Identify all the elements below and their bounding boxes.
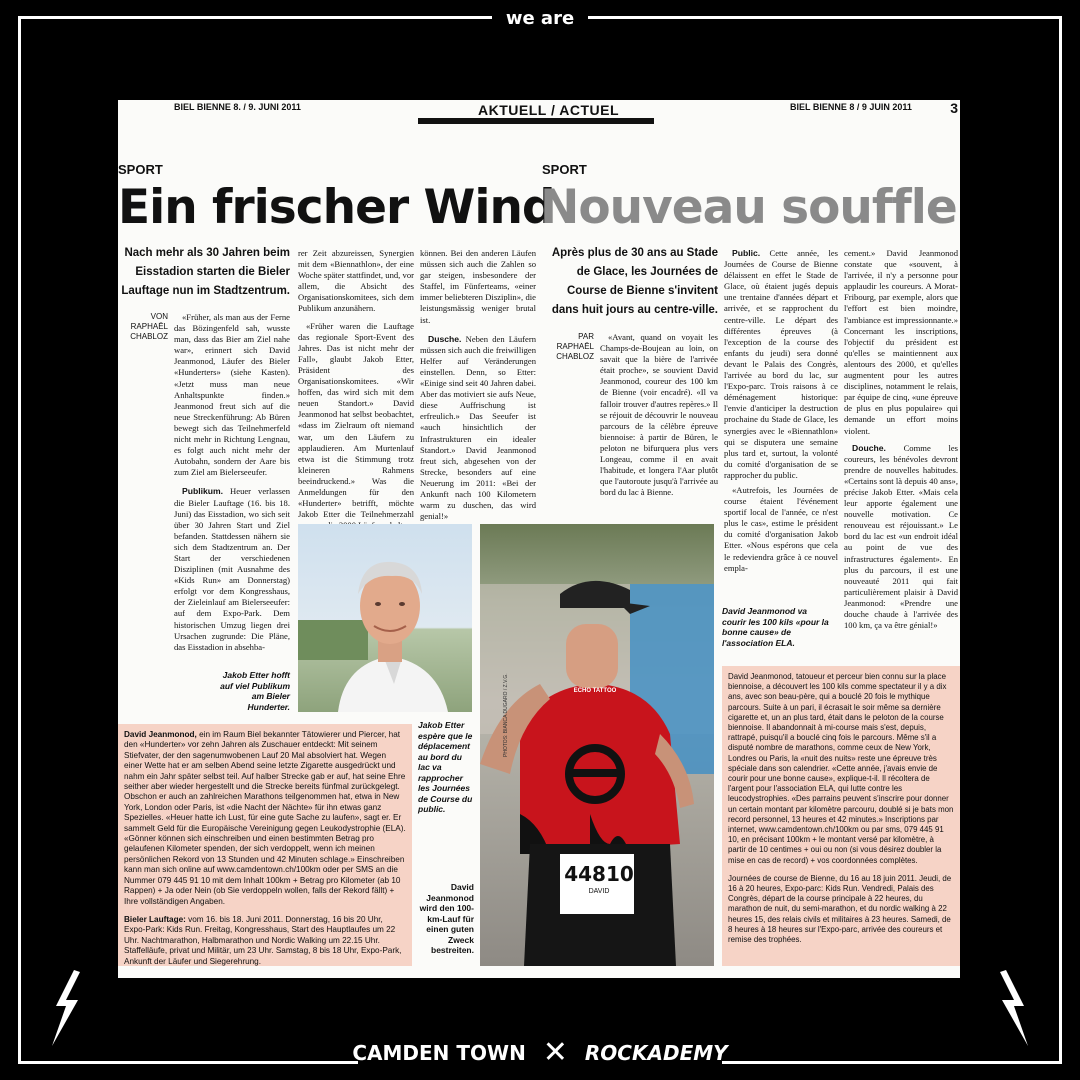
de-col3-paragraph: können. Bei den anderen Läufen müssen sich auch die Zahlen so gar steigen, insbesondere der Staffel, im Fünferteams, «einer immer beliebteren Disziplin», die leistungsmässig weniger brutal ist. [420, 248, 536, 325]
fr-col1-paragraph: «Avant, quand on voyait les Champs-de-Boujean au loin, on savait que la bière de l'arrivée était proche», se souvient David Jeanmonod, coureur des 100 km de Bienne (voir encadré). «Il va falloir trouver d'autres repères.» Il se réjouit de découvrir le nouveau parcours de la célèbre épreuve biennoise: à partir de Büren, le peloton ne bifurquera plus vers Longeau, comme il en avait l'habitude, et longera l'Aar plutôt que l'autoroute jusqu'à l'arrivée au bord du lac à Bienne. [600, 332, 718, 498]
fr-column-2 [724, 248, 838, 573]
photo-jakob-etter [298, 524, 472, 712]
top-label: we are [505, 8, 575, 29]
fr-kicker: SPORT [542, 162, 587, 177]
de-lead: Nach mehr als 30 Jahren beim Eisstadion starten die Bieler Lauftage nun im Stadtzentrum. [121, 247, 290, 297]
de-byline-von: VON [150, 312, 168, 321]
de-col2-paragraph: rer Zeit abzureissen, Synergien mit dem «Biennathlon», der eine Woche später stattfindet, und, vor allem, die Absicht des Organisationskomitees, sich dem Publikum anzunähern. [298, 248, 414, 314]
caption-jakob-etter: Jakob Etter hofft auf viel Publikum am Bieler Hunderter. [220, 670, 290, 712]
de-box-name: David Jeanmonod, [124, 730, 197, 739]
fr-byline-par: PAR [578, 332, 594, 341]
bib-name: DAVID [588, 888, 610, 895]
de-column-1 [174, 312, 290, 717]
fr-col3-lead: Douche. [852, 442, 886, 453]
fr-lead: Après plus de 30 ans au Stade de Glace, les Journées de Course de Bienne s'invitent dans huit jours au centre-ville. [551, 247, 718, 316]
de-column-3 [420, 248, 536, 522]
header-right: BIEL BIENNE 8 / 9 JUIN 2011 [790, 102, 912, 112]
frame-right [1059, 16, 1062, 1064]
de-byline-name: RAPHAËL CHABLOZ [130, 322, 168, 341]
caption-etter-lake: Jakob Etter espère que le déplacement au bord du lac va rapprocher les Journées de Course du public. [418, 720, 473, 814]
fr-column-1 [600, 332, 718, 518]
shirt-text: ECHO TATTOO [573, 688, 617, 694]
caption-jeanmonod-de: David Jeanmonod wird den 100-km-Lauf für einen guten Zweck bestreiten. [419, 882, 474, 955]
footer-brand [0, 1035, 1080, 1070]
de-info-box [118, 724, 412, 966]
fr-col2-lead: Public. [732, 248, 761, 258]
de-col1-paragraph: «Früher, als man aus der Ferne das Bözingenfeld sah, wusste man, dass das Bier am Ziel nahe war», erinnert sich David Jeanmonod, Läufer des Bieler «Hunderters» (siehe Kasten). «Jetzt muss man neue Anhaltspunkte finden.» Jeanmonod freut sich auf die neue Streckenführung: Ab Büren bewegt sich das Teilnehmerfeld nicht mehr in Richtung Lengnau, es folgt auch nicht mehr der Autobahn, sondern der Aare bis zum Ziel am Bielerseeufer. [174, 312, 290, 478]
fr-info-box [722, 666, 960, 966]
footer-rockademy: ROCKADEMY [584, 1040, 728, 1065]
crossed-x-icon: ✕ [542, 1035, 568, 1070]
photo-david-jeanmonod [480, 524, 714, 966]
fr-col3-paragraph-2: Comme les coureurs, les bénévoles devront prendre de nouvelles habitudes. «Certains sont là depuis 40 ans», précise Jakob Etter. «Mais cela leur apporte également une nouvelle motivation. Ce renouveau est réjouissant.» Le bord du lac est «un endroit idéal au point de vue des infrastructures également». En plus du parcours, il est une nouveauté 2011 qui fait particulièrement plaisir à David Jeanmonod: «Prendre une douche chaude à l'arrivée des 100 km, ça va être génial!» [844, 442, 958, 631]
fr-box-paragraph-2: Journées de course de Bienne, du 16 au 18 juin 2011. Jeudi, de 16 à 20 heures, Expo-parc: Kids Run. Vendredi, Palais des Congrès, départ de la course principale à 22 heures, du marathon de nuit, du semi-marathon, et du nordic walking à 22 heures 15, des relais civils et militaires à 23 heures. Samedi, de 8 heures à 18 heures sur l'Expo-parc, arrivée des coureurs et remise des trophées. [728, 873, 952, 945]
page-number: 3 [950, 100, 958, 116]
de-col3-paragraph-2: Neben den Läufern müssen sich auch die freiwilligen Helfer auf Veränderungen einstellen. Denn, so Etter: «Einige sind seit 40 Jahren dabei. Aber das motiviert sie aufs Neue, diese Auffrischung ist erfreulich.» Das Seeufer ist «auch hinsichtlich der Infrastrukturen ein idealer Standort.» David Jeanmonod freut sich, abgesehen von der Strecke, besonders auf eine Neuerung im 2011: «Bei der Ankunft nach 100 Kilometern warm zu duschen, das wird genial!» [420, 333, 536, 522]
de-kicker: SPORT [118, 162, 163, 177]
fr-col3-paragraph: cement.» David Jeanmonod constate que «souvent, à l'arrivée, il n'y a personne pour applaudir les coureurs. A Morat-Fribourg, par exemple, alors que l'effort est bien moindre, l'ambiance est impressionnante.» Concernant les inscriptions, l'objectif du président est qu'elles se maintiennent aux alentours des 2000, et qu'elles augmentent pour les autres disciplines, notamment le relais, par équipe de cinq, «une épreuve de plus en plus populaire» qui demande un effort moins violent. [844, 248, 958, 436]
de-col2-paragraph-2: «Früher waren die Lauftage das regionale Sport-Event des Jahres. Das ist nicht mehr der Fall», glaubt Jakob Etter, Präsident des Organisationskomitees. «Wir hoffen, das wird sich mit dem neuen Standort.» David Jeanmonod hat selbst beobachtet, «dass im Zielraum oft niemand war, um den Läufern zu applaudieren. Am Murtenlauf etwa ist die Stimmung trotz kleineren Rahmens beeindruckend.» Was die Anmeldungen für den «Hunderter» betrifft, möchte Jakob Etter die Teilnehmerzahl [298, 320, 414, 520]
runner-illustration [480, 524, 714, 966]
de-box-lead: Bieler Lauftage: [124, 914, 186, 924]
fr-box-paragraph: David Jeanmonod, tatoueur et perceur bien connu sur la place biennoise, a découvert les 100 kils comme spectateur il y a dix ans, avec son beau-père, qui a bouclé 20 fois le mythique parcours. Suite à un pari, il écrasait le soir même sa dernière cigarette et, un an plus tard, était dans le peloton de la course biennoise. Il abandonnait à mi-course mais s'est, depuis, rattrapé, puisqu'il a bouclé cinq fois le parcours. Même s'il a disputé nombre de marathons, comme ceux de New York, Londres ou Paris, la «nuit des nuits» reste une épreuve très spéciale dans son calendrier. «Cette année, j'avais envie de courir pour une bonne cause», explique-t-il. Il récoltera de l'argent pour l'association ELA, qui lutte contre les leucodystrophies. «Des parrains peuvent s'inscrire pour donner un certain montant par kilomètre parcouru, doublé si je bats mon record personnel, 13 heures et 42 minutes.» Inscriptions par internet, www.camdentown.ch/100km ou par sms, 079 445 91 10, en précisant 100km + le montant versé par kilomètre, à partir de 10 centimes + oui ou non (si vous désirez doubler la mise en cas de record) + vos coordonnées complètes. [728, 672, 954, 865]
header-left: BIEL BIENNE 8. / 9. JUNI 2011 [174, 102, 301, 112]
de-column-2 [298, 248, 414, 518]
fr-byline-name: RAPHAËL CHABLOZ [556, 342, 594, 361]
de-col1-paragraph-2: Heuer verlassen die Bieler Lauftage (16. bis 18. Juni) das Eisstadion, wo sich seit über 30 Jahren Start und Ziel befanden. Stattdessen nähern sie sich dem Stadtzentrum an. Der Start der verschiedenen Disziplinen (mit Ausnahme des «Kids Run» am Donnerstag) erfolgt vor dem Kongresshaus, der Zieleinlauf am Bielerseeufer: auf dem Expo-Park. Dem historischen Umzug liegen drei Ursachen zugrunde: Die Pläne, das Eisstadion in absehba- [174, 486, 290, 652]
portrait-illustration [298, 524, 472, 712]
newspaper-page [118, 100, 960, 978]
photo-credit: PHOTOS: BIANCA DUGARO / Z.V.G. [503, 673, 509, 757]
section-title: AKTUELL / ACTUEL [478, 102, 619, 118]
section-bar [418, 118, 654, 124]
fr-headline: Nouveau souffle [540, 180, 957, 235]
footer-camden-town: CAMDEN TOWN [352, 1040, 526, 1065]
de-box-paragraph-2: vom 16. bis 18. Juni 2011. Donnerstag, 16 bis 20 Uhr, Expo-Park: Kids Run. Freitag, Kongresshaus, Start des Hauptlaufes um 22 Uhr. Nachtmarathon, Halbmarathon und Nordic Walking um 22.15 Uhr. Staffelläufe, privat und Militär, um 23 Uhr. Samstag, 8 bis 18 Uhr, Expo-Park, Ankunft der Läufer und Siegerehrung. [124, 914, 402, 966]
bib-number: 44810 [564, 862, 634, 886]
fr-col2-paragraph: Cette année, les Journées de Course de Bienne délaissent en effet le Stade de Glace, où étaient jugés depuis une trentaine d'années départ et arrivée, et se rapprochent du centre-ville. Le départ des différentes épreuves (à l'exception de la course des enfants du jeudi) sera donné devant le Palais des Congrès, l'arrivée au bord du lac, sur l'Expo-parc. Trois raisons à ce déménagement historique: l'envie d'anticiper la destruction prochaine du Stade de Glace, les synergies avec le «Biennathlon» qui se disputera une semaine plus tard et, surtout, la volonté du comité d'organisation de se rapprocher du public. [724, 248, 838, 480]
frame-left [18, 16, 21, 1064]
de-byline [128, 312, 168, 342]
de-box-paragraph: ein im Raum Biel bekannter Tätowierer und Piercer, hat den «Hunderter» vor zehn Jahren als Zuschauer entdeckt: Mit seinem Stiefvater, der den sagenumwobenen Lauf 20 Mal absolviert hat. Wegen einer Wette hat er am selben Abend seine letzte Zigarette ausgedrückt und nahm ein Jahr später selbst teil. Auf halber Strecke gab er auf, hat seine Ehre seither aber wieder hergestellt und die Strecke bereits fünfmal zurückgelegt. Obschon er auch an zahlreichen Marathons teilgenommen hat, etwa in New York, London oder Paris, ist «die Nacht der Nächte» für ihn etwas ganz Spezielles. «Heuer hatte ich Lust, für eine gute Sache zu laufen», sagt er. Er sammelt Geld für die Europäische Vereinigung gegen Leukodystrophie (ELA). «Gönner können sich einschreiben und einen bestimmten Betrag pro gelaufenen Kilometer spenden, der sich verdoppelt, wenn ich meinen persönlichen Rekord von 13 Stunden und 42 Minuten schlage.» Einschreiben kann man sich online auf www.camdentown.ch/100km oder per SMS an die Nummer 079 445 91 10 mit dem Inhalt 100km + Betrag pro Kilometer (ab 10 Rappen) + Ja oder Nein (ob Sie verdoppeln wollen, falls der Rekord fällt) + Ihre vollständigen Angaben. [124, 730, 406, 906]
fr-col2-paragraph-2: «Autrefois, les Journées de course étaient l'événement sportif local de l'année, ce n'est plus le cas», estime le président du comité d'organisation Jakob Etter. «Nous espérons que cela le redeviendra grâce à ce nouvel empla- [724, 484, 838, 573]
de-headline: Ein frischer Wind [118, 180, 555, 235]
de-col1-lead: Publikum. [182, 486, 224, 497]
fr-column-3 [844, 248, 958, 634]
caption-jeanmonod-fr: David Jeanmonod va courir les 100 kils «pour la bonne cause» de l'association ELA. [722, 606, 829, 648]
de-col3-lead: Dusche. [428, 333, 462, 344]
fr-byline [548, 332, 594, 362]
